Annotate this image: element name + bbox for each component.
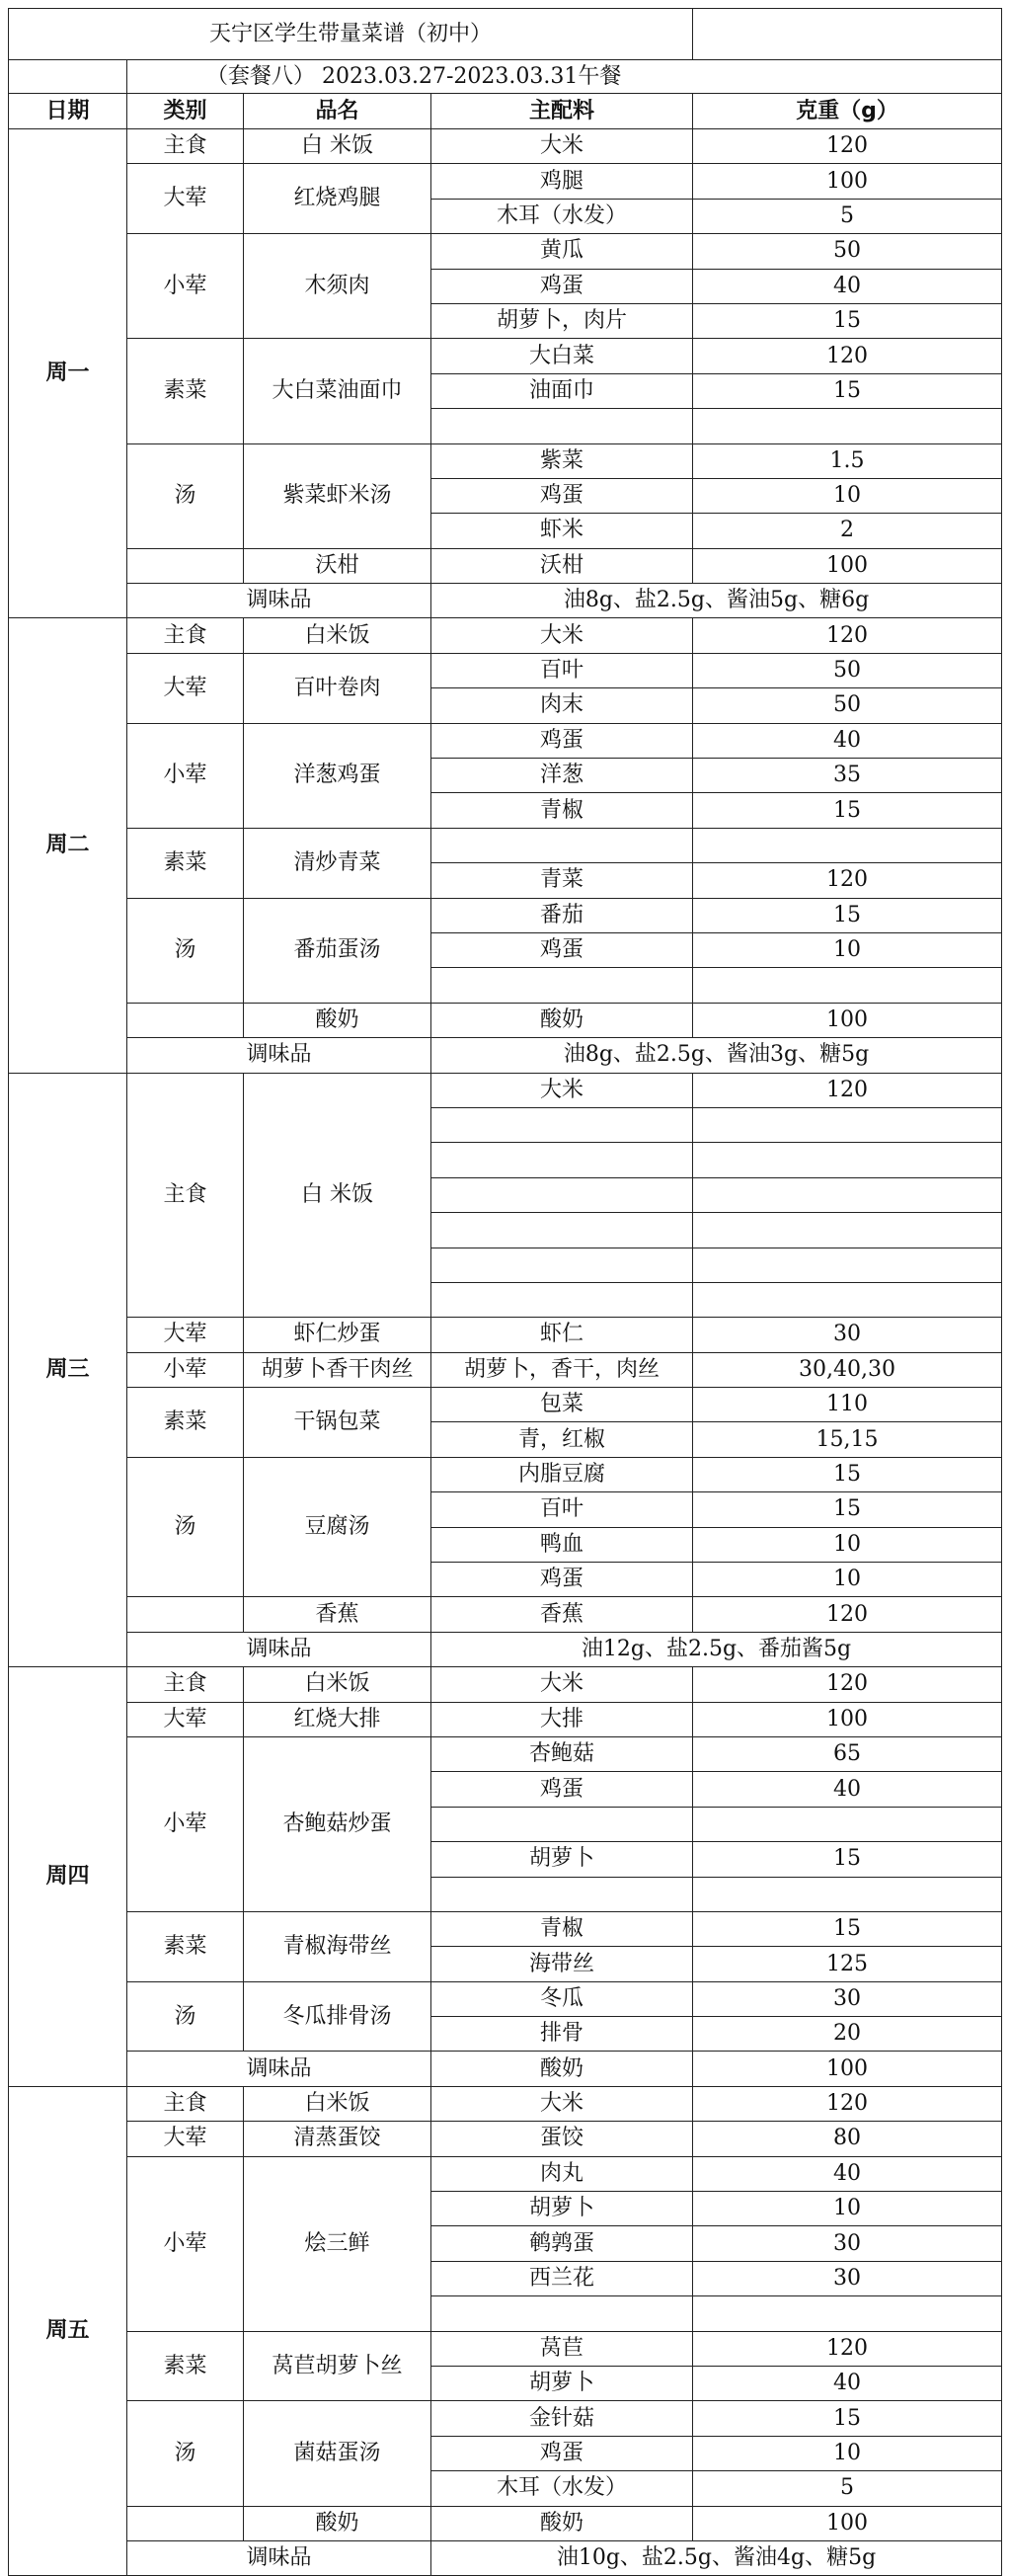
ingredient-cell: 大米: [431, 618, 693, 653]
weight-cell: 80: [693, 2122, 1002, 2156]
ingredient-cell: 百叶: [431, 653, 693, 687]
seasoning-value: 油8g、盐2.5g、酱油3g、糖5g: [431, 1038, 1002, 1073]
menu-row: [9, 2331, 1002, 2366]
ingredient-cell: 排骨: [431, 2017, 693, 2052]
weight-cell: 30: [693, 2261, 1002, 2295]
dish-name: 大白菜油面巾: [244, 339, 431, 443]
weight-cell: 30: [693, 1981, 1002, 2016]
category-cell: 汤: [127, 443, 244, 548]
dish-name: 白 米饭: [244, 1073, 431, 1318]
ingredient-cell: [431, 1107, 693, 1142]
weight-cell: [693, 1177, 1002, 1212]
weight-cell: 20: [693, 2017, 1002, 2052]
weight-cell: 50: [693, 653, 1002, 687]
dish-name: 冬瓜排骨汤: [244, 1981, 431, 2052]
weight-cell: 15: [693, 2401, 1002, 2436]
ingredient-cell: 香蕉: [431, 1597, 693, 1632]
ingredient-cell: 木耳（水发）: [431, 2471, 693, 2506]
ingredient-cell: 紫菜: [431, 443, 693, 478]
weight-cell: 100: [693, 164, 1002, 199]
menu-row: [9, 2401, 1002, 2436]
dish-name: 白米饭: [244, 2086, 431, 2121]
weight-cell: 30: [693, 2226, 1002, 2261]
ingredient-cell: 蛋饺: [431, 2122, 693, 2156]
weight-cell: 10: [693, 2436, 1002, 2470]
seasoning-row: [9, 2052, 1002, 2086]
menu-row: [9, 234, 1002, 269]
weight-cell: 120: [693, 129, 1002, 164]
dish-name: 酸奶: [244, 2506, 431, 2540]
weight-cell: [693, 1877, 1002, 1911]
dish-name: 番茄蛋汤: [244, 898, 431, 1003]
ingredient-cell: 鸡蛋: [431, 723, 693, 758]
ingredient-cell: 内脂豆腐: [431, 1457, 693, 1491]
weight-cell: 120: [693, 863, 1002, 898]
ingredient-cell: 大白菜: [431, 339, 693, 373]
ingredient-cell: 包菜: [431, 1388, 693, 1422]
weight-cell: 15: [693, 373, 1002, 408]
category-cell: 主食: [127, 2086, 244, 2121]
weight-cell: 40: [693, 2367, 1002, 2401]
category-cell: 主食: [127, 129, 244, 164]
weight-cell: 125: [693, 1947, 1002, 1981]
menu-row: [9, 618, 1002, 653]
ingredient-cell: 肉丸: [431, 2156, 693, 2191]
weight-cell: 15: [693, 793, 1002, 828]
menu-row: [9, 1667, 1002, 1702]
ingredient-cell: [431, 828, 693, 862]
header-date: 日期: [9, 94, 127, 129]
ingredient-cell: [431, 409, 693, 443]
ingredient-cell: 胡萝卜: [431, 1842, 693, 1877]
ingredient-cell: 大米: [431, 2086, 693, 2121]
ingredient-cell: 金针菇: [431, 2401, 693, 2436]
category-cell: 小荤: [127, 723, 244, 828]
weight-cell: 100: [693, 2506, 1002, 2540]
ingredient-cell: 青椒: [431, 793, 693, 828]
dish-name: 杏鲍菇炒蛋: [244, 1736, 431, 1911]
ingredient-cell: 大米: [431, 129, 693, 164]
dish-name: 清炒青菜: [244, 828, 431, 898]
subtitle-blank-cell: [9, 60, 127, 94]
weight-cell: 120: [693, 2086, 1002, 2121]
ingredient-cell: 莴苣: [431, 2331, 693, 2366]
weight-cell: 30: [693, 1318, 1002, 1352]
ingredient-cell: [431, 1143, 693, 1177]
seasoning-label: 调味品: [127, 2052, 431, 2086]
seasoning-label: 调味品: [127, 1038, 431, 1073]
category-cell: 大荤: [127, 1318, 244, 1352]
category-cell: 主食: [127, 618, 244, 653]
weight-cell: 100: [693, 1702, 1002, 1736]
seasoning-label: 调味品: [127, 1632, 431, 1666]
category-cell: 素菜: [127, 339, 244, 443]
weight-cell: 15: [693, 1492, 1002, 1527]
ingredient-cell: 大米: [431, 1667, 693, 1702]
menu-sheet: [8, 8, 1001, 2576]
menu-row: [9, 548, 1002, 583]
ingredient-cell: 鸡蛋: [431, 1772, 693, 1807]
weight-cell: 30,40,30: [693, 1352, 1002, 1387]
dish-name: 紫菜虾米汤: [244, 443, 431, 548]
weight-cell: 120: [693, 618, 1002, 653]
weight-cell: 120: [693, 2331, 1002, 2366]
menu-row: [9, 2506, 1002, 2540]
menu-row: [9, 1073, 1002, 1107]
menu-row: [9, 653, 1002, 687]
ingredient-cell: 鸡蛋: [431, 478, 693, 513]
weight-cell: 10: [693, 1563, 1002, 1597]
ingredient-cell: 冬瓜: [431, 1981, 693, 2016]
ingredient-cell: 酸奶: [431, 1003, 693, 1037]
weight-cell: [693, 1213, 1002, 1248]
category-cell: 大荤: [127, 653, 244, 723]
seasoning-weight: 100: [693, 2052, 1002, 2086]
weight-cell: 15: [693, 898, 1002, 932]
menu-row: [9, 828, 1002, 862]
ingredient-cell: [431, 1807, 693, 1841]
dish-name: 酸奶: [244, 1003, 431, 1037]
weight-cell: 10: [693, 478, 1002, 513]
weight-cell: 10: [693, 1527, 1002, 1562]
ingredient-cell: 鸭血: [431, 1527, 693, 1562]
weight-cell: 40: [693, 723, 1002, 758]
category-cell: [127, 1003, 244, 1037]
menu-row: [9, 1352, 1002, 1387]
weight-cell: 15: [693, 1457, 1002, 1491]
seasoning-value: 酸奶: [431, 2052, 693, 2086]
seasoning-row: [9, 584, 1002, 618]
weight-cell: [693, 1107, 1002, 1142]
dish-name: 香蕉: [244, 1597, 431, 1632]
category-cell: 素菜: [127, 2331, 244, 2401]
ingredient-cell: [431, 2296, 693, 2331]
ingredient-cell: [431, 968, 693, 1003]
ingredient-cell: 酸奶: [431, 2506, 693, 2540]
seasoning-value: 油8g、盐2.5g、酱油5g、糖6g: [431, 584, 1002, 618]
menu-table: [8, 8, 1002, 2576]
weight-cell: [693, 1282, 1002, 1317]
category-cell: 小荤: [127, 1352, 244, 1387]
day-label: 周一: [9, 129, 127, 618]
category-cell: 素菜: [127, 1911, 244, 1981]
ingredient-cell: 青椒: [431, 1911, 693, 1946]
menu-subtitle: （套餐八） 2023.03.27-2023.03.31午餐: [127, 60, 1002, 94]
dish-name: 白米饭: [244, 1667, 431, 1702]
dish-name: 木须肉: [244, 234, 431, 339]
category-cell: [127, 1597, 244, 1632]
ingredient-cell: 番茄: [431, 898, 693, 932]
ingredient-cell: 鸡蛋: [431, 2436, 693, 2470]
header-ingredient: 主配料: [431, 94, 693, 129]
ingredient-cell: 沃柑: [431, 548, 693, 583]
category-cell: [127, 548, 244, 583]
ingredient-cell: 青，红椒: [431, 1422, 693, 1457]
dish-name: 洋葱鸡蛋: [244, 723, 431, 828]
weight-cell: 100: [693, 1003, 1002, 1037]
menu-row: [9, 1318, 1002, 1352]
ingredient-cell: 肉末: [431, 688, 693, 723]
menu-row: [9, 2156, 1002, 2191]
day-label: 周四: [9, 1667, 127, 2087]
weight-cell: 2: [693, 514, 1002, 548]
dish-name: 沃柑: [244, 548, 431, 583]
category-cell: 素菜: [127, 828, 244, 898]
seasoning-row: [9, 2540, 1002, 2575]
day-label: 周五: [9, 2086, 127, 2575]
dish-name: 莴苣胡萝卜丝: [244, 2331, 431, 2401]
weight-cell: 40: [693, 2156, 1002, 2191]
seasoning-row: [9, 1038, 1002, 1073]
menu-row: [9, 2122, 1002, 2156]
ingredient-cell: 胡萝卜: [431, 2192, 693, 2226]
ingredient-cell: [431, 1248, 693, 1282]
weight-cell: 110: [693, 1388, 1002, 1422]
weight-cell: 15: [693, 1842, 1002, 1877]
weight-cell: 5: [693, 199, 1002, 233]
weight-cell: 10: [693, 932, 1002, 967]
weight-cell: 35: [693, 759, 1002, 793]
dish-name: 红烧鸡腿: [244, 164, 431, 234]
menu-row: [9, 723, 1002, 758]
category-cell: 素菜: [127, 1388, 244, 1458]
weight-cell: 120: [693, 1667, 1002, 1702]
dish-name: 虾仁炒蛋: [244, 1318, 431, 1352]
category-cell: 小荤: [127, 2156, 244, 2331]
weight-cell: 15: [693, 303, 1002, 338]
ingredient-cell: 木耳（水发）: [431, 199, 693, 233]
weight-cell: [693, 968, 1002, 1003]
menu-row: [9, 898, 1002, 932]
category-cell: 主食: [127, 1667, 244, 1702]
ingredient-cell: 鸡腿: [431, 164, 693, 199]
ingredient-cell: [431, 1877, 693, 1911]
weight-cell: 1.5: [693, 443, 1002, 478]
category-cell: 主食: [127, 1073, 244, 1318]
dish-name: 白米饭: [244, 618, 431, 653]
dish-name: 胡萝卜香干肉丝: [244, 1352, 431, 1387]
weight-cell: 5: [693, 2471, 1002, 2506]
ingredient-cell: 鸡蛋: [431, 1563, 693, 1597]
ingredient-cell: 青菜: [431, 863, 693, 898]
menu-row: [9, 443, 1002, 478]
day-label: 周三: [9, 1073, 127, 1667]
ingredient-cell: 胡萝卜，肉片: [431, 303, 693, 338]
category-cell: 汤: [127, 1981, 244, 2052]
category-cell: 大荤: [127, 1702, 244, 1736]
ingredient-cell: 百叶: [431, 1492, 693, 1527]
ingredient-cell: 鸡蛋: [431, 932, 693, 967]
menu-row: [9, 339, 1002, 373]
ingredient-cell: 鸡蛋: [431, 269, 693, 303]
weight-cell: 40: [693, 269, 1002, 303]
ingredient-cell: [431, 1282, 693, 1317]
seasoning-value: 油10g、盐2.5g、酱油4g、糖5g: [431, 2540, 1002, 2575]
weight-cell: 65: [693, 1736, 1002, 1771]
header-dish: 品名: [244, 94, 431, 129]
category-cell: 大荤: [127, 164, 244, 234]
category-cell: 汤: [127, 898, 244, 1003]
ingredient-cell: 海带丝: [431, 1947, 693, 1981]
weight-cell: [693, 828, 1002, 862]
title-blank-cell: [693, 9, 1002, 60]
dish-name: 干锅包菜: [244, 1388, 431, 1458]
weight-cell: 120: [693, 1073, 1002, 1107]
ingredient-cell: 虾仁: [431, 1318, 693, 1352]
ingredient-cell: [431, 1177, 693, 1212]
weight-cell: [693, 1248, 1002, 1282]
dish-name: 烩三鲜: [244, 2156, 431, 2331]
weight-cell: 15: [693, 1911, 1002, 1946]
weight-cell: 50: [693, 688, 1002, 723]
menu-row: [9, 1981, 1002, 2016]
page-title: 天宁区学生带量菜谱（初中）: [9, 9, 693, 60]
category-cell: 小荤: [127, 1736, 244, 1911]
ingredient-cell: 胡萝卜，香干，肉丝: [431, 1352, 693, 1387]
menu-row: [9, 164, 1002, 199]
seasoning-label: 调味品: [127, 584, 431, 618]
weight-cell: 120: [693, 1597, 1002, 1632]
category-cell: 汤: [127, 2401, 244, 2506]
dish-name: 红烧大排: [244, 1702, 431, 1736]
menu-row: [9, 1736, 1002, 1771]
weight-cell: [693, 409, 1002, 443]
weight-cell: [693, 1807, 1002, 1841]
category-cell: 小荤: [127, 234, 244, 339]
ingredient-cell: 大米: [431, 1073, 693, 1107]
header-weight: 克重（g）: [693, 94, 1002, 129]
seasoning-label: 调味品: [127, 2540, 431, 2575]
menu-row: [9, 1702, 1002, 1736]
category-cell: [127, 2506, 244, 2540]
menu-row: [9, 1457, 1002, 1491]
ingredient-cell: 洋葱: [431, 759, 693, 793]
ingredient-cell: 黄瓜: [431, 234, 693, 269]
seasoning-row: [9, 1632, 1002, 1666]
category-cell: 汤: [127, 1457, 244, 1597]
dish-name: 青椒海带丝: [244, 1911, 431, 1981]
day-label: 周二: [9, 618, 127, 1073]
category-cell: 大荤: [127, 2122, 244, 2156]
seasoning-value: 油12g、盐2.5g、番茄酱5g: [431, 1632, 1002, 1666]
ingredient-cell: 油面巾: [431, 373, 693, 408]
weight-cell: [693, 2296, 1002, 2331]
ingredient-cell: 鹌鹑蛋: [431, 2226, 693, 2261]
menu-row: [9, 129, 1002, 164]
menu-row: [9, 1003, 1002, 1037]
menu-row: [9, 1388, 1002, 1422]
ingredient-cell: 杏鲍菇: [431, 1736, 693, 1771]
dish-name: 菌菇蛋汤: [244, 2401, 431, 2506]
dish-name: 百叶卷肉: [244, 653, 431, 723]
ingredient-cell: 胡萝卜: [431, 2367, 693, 2401]
ingredient-cell: [431, 1213, 693, 1248]
weight-cell: 120: [693, 339, 1002, 373]
ingredient-cell: 虾米: [431, 514, 693, 548]
menu-row: [9, 2086, 1002, 2121]
weight-cell: 10: [693, 2192, 1002, 2226]
dish-name: 清蒸蛋饺: [244, 2122, 431, 2156]
weight-cell: 50: [693, 234, 1002, 269]
dish-name: 豆腐汤: [244, 1457, 431, 1597]
weight-cell: 100: [693, 548, 1002, 583]
weight-cell: 15,15: [693, 1422, 1002, 1457]
menu-row: [9, 1597, 1002, 1632]
menu-row: [9, 1911, 1002, 1946]
header-category: 类别: [127, 94, 244, 129]
ingredient-cell: 大排: [431, 1702, 693, 1736]
dish-name: 白 米饭: [244, 129, 431, 164]
ingredient-cell: 西兰花: [431, 2261, 693, 2295]
weight-cell: [693, 1143, 1002, 1177]
weight-cell: 40: [693, 1772, 1002, 1807]
